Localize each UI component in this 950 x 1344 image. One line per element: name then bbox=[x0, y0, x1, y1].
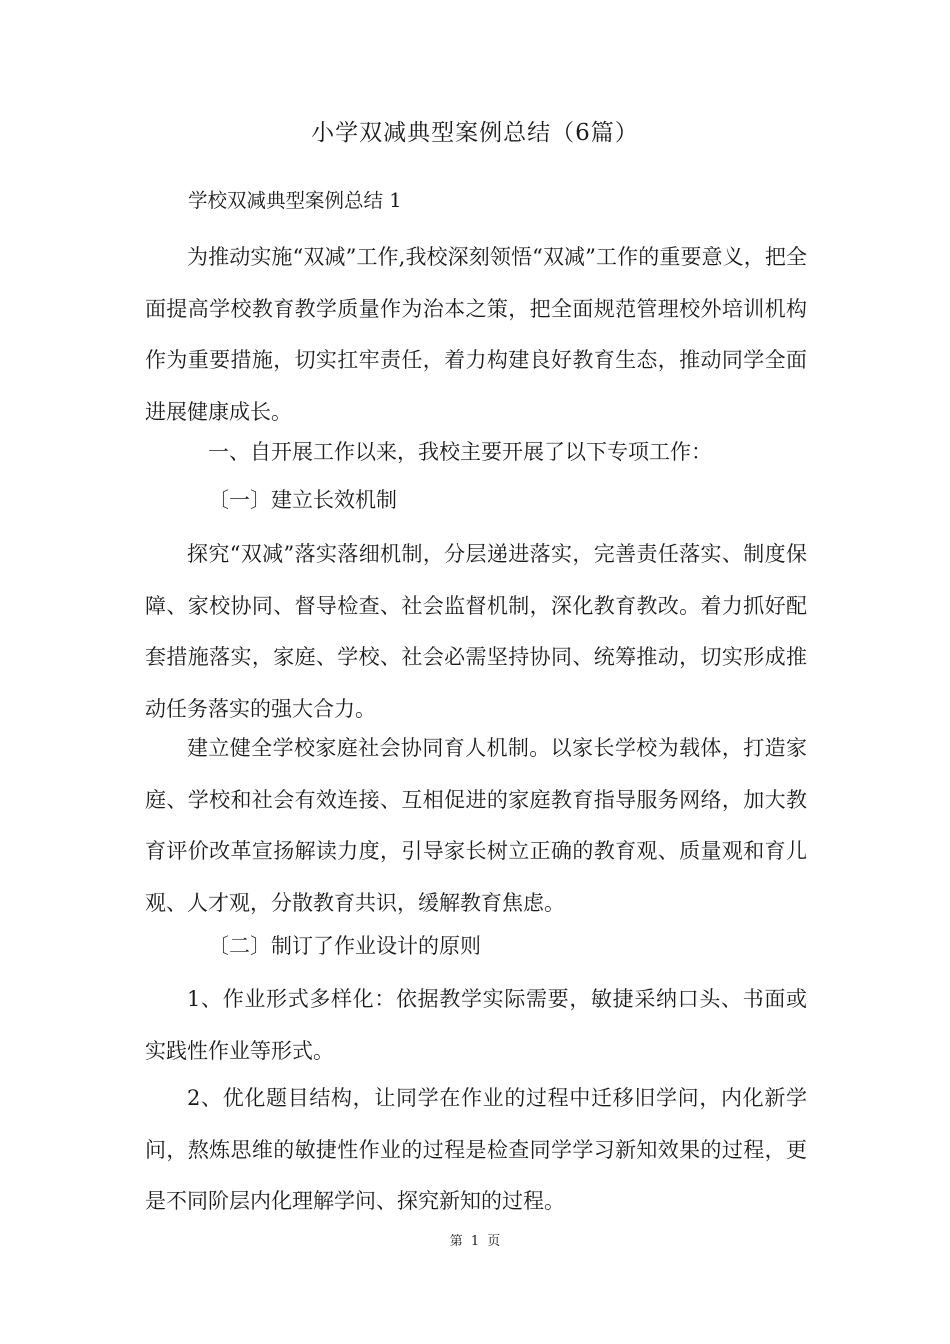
paragraph-principle-2: 2、优化题目结构，让同学在作业的过程中迁移旧学问，内化新学问，熬炼思维的敏捷性作业的过程是检查同学学习新知效果的过程，更是不同阶层内化理解学问、探究新知的过程。 bbox=[145, 1086, 807, 1213]
heading-mechanism: 〔一〕建立长效机制 bbox=[208, 488, 397, 512]
section-subtitle: 学校双减典型案例总结 1 bbox=[188, 189, 402, 212]
heading-work-overview: 一、自开展工作以来，我校主要开展了以下专项工作： bbox=[208, 440, 712, 464]
paragraph-intro: 为推动实施“双减”工作,我校深刻领悟“双减”工作的重要意义，把全面提高学校教育教学质量作为治本之策，把全面规范管理校外培训机构作为重要措施，切实扛牢责任，着力构建良好教育生态，推动同学全面进展健康成长。 bbox=[145, 245, 807, 424]
heading-homework-principles: 〔二〕制订了作业设计的原则 bbox=[208, 934, 481, 958]
paragraph-principle-1: 1、作业形式多样化：依据教学实际需要，敏捷采纳口头、书面或实践性作业等形式。 bbox=[145, 987, 807, 1063]
paragraph-mechanism: 探究“双减”落实落细机制，分层递进落实，完善责任落实、制度保障、家校协同、督导检查、社会监督机制，深化教育教改。着力抓好配套措施落实，家庭、学校、社会必需坚持协同、统筹推动，切实形成推动任务落实的强大合力。 bbox=[145, 542, 807, 721]
document-title: 小学双减典型案例总结（6篇） bbox=[311, 120, 639, 146]
page-number: 第 1 页 bbox=[449, 1234, 501, 1249]
paragraph-coeducation: 建立健全学校家庭社会协同育人机制。以家长学校为载体，打造家庭、学校和社会有效连接、互相促进的家庭教育指导服务网络，加大教育评价改革宣扬解读力度，引导家长树立正确的教育观、质量观和育儿观、人才观，分散教育共识，缓解教育焦虑。 bbox=[145, 736, 807, 915]
